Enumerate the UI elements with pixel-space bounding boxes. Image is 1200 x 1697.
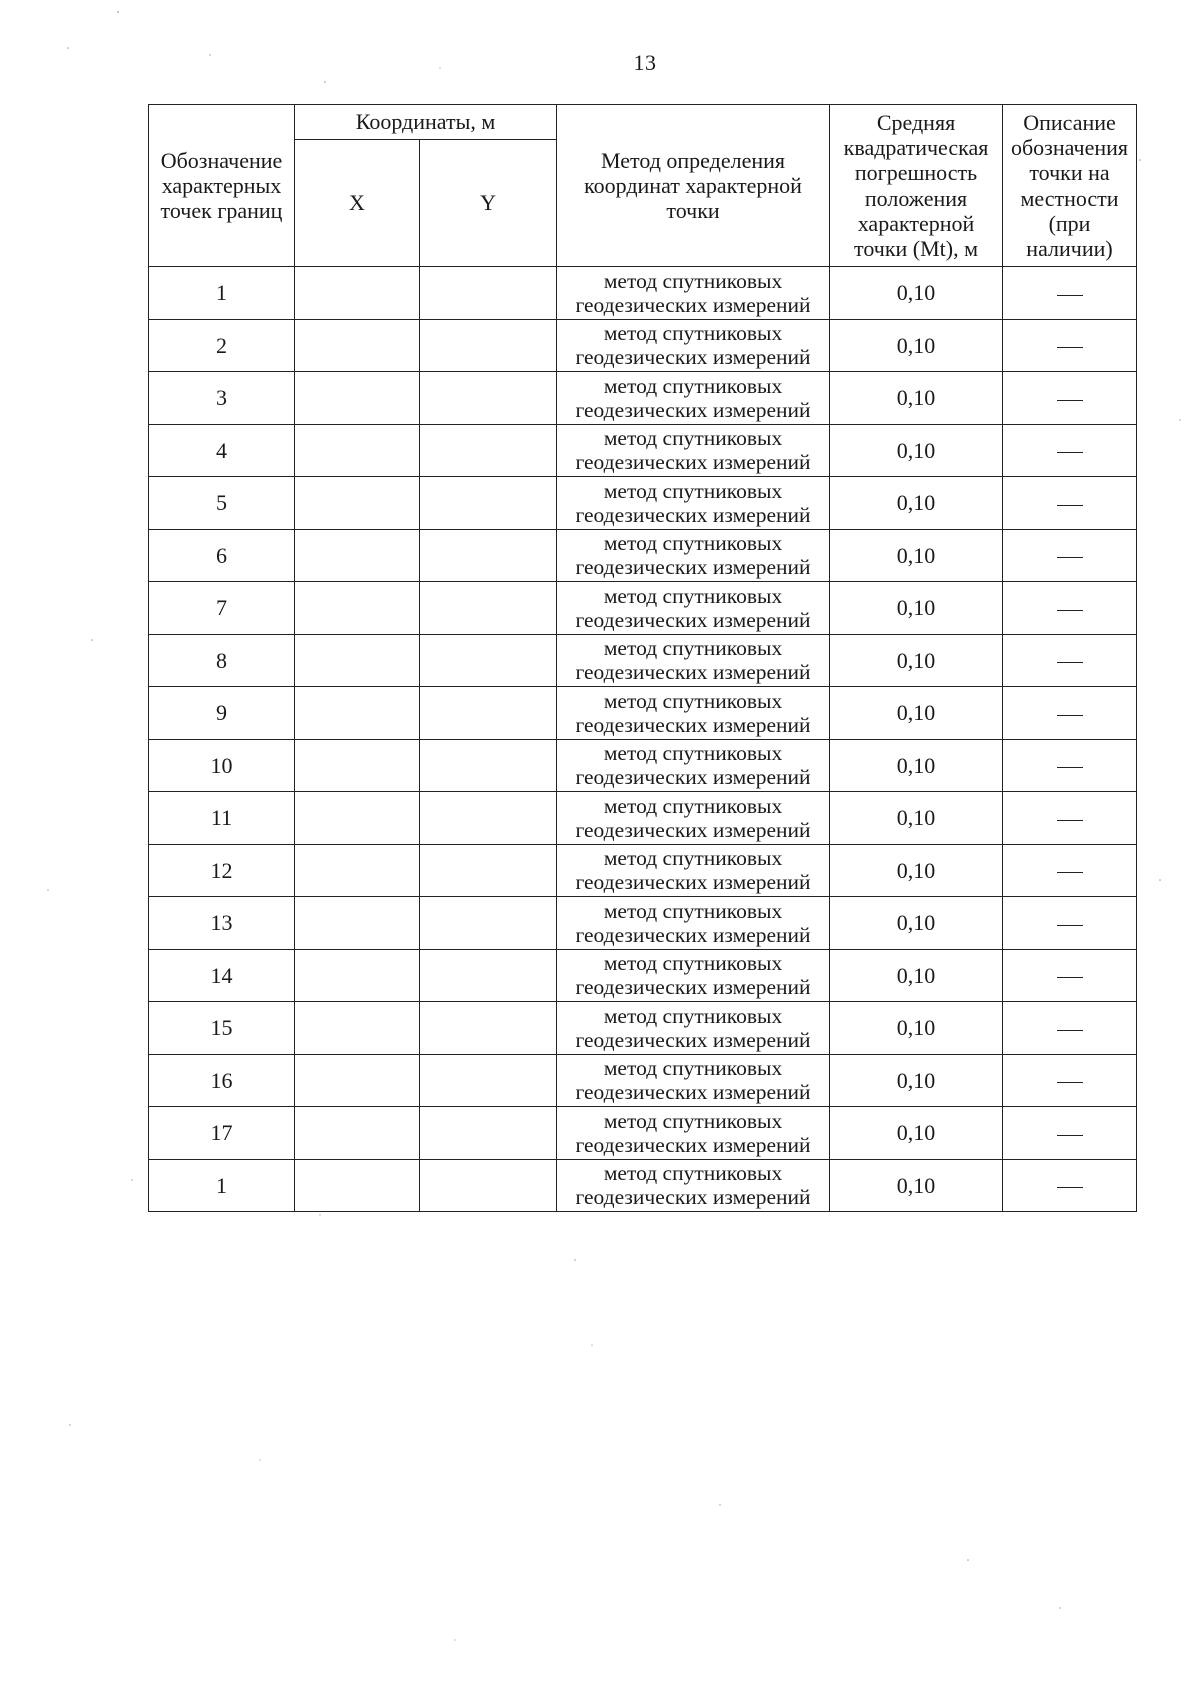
table-row: [149, 424, 1137, 477]
cell-coordinate-x: [295, 792, 420, 845]
dash-mark: [1057, 610, 1083, 611]
table-row: [149, 267, 1137, 320]
cell-coordinate-y: [420, 687, 557, 740]
table-row: [149, 949, 1137, 1002]
cell-mean-square-error: 0,10: [830, 1107, 1003, 1160]
table-row: [149, 1002, 1137, 1055]
dash-mark: [1057, 872, 1083, 873]
cell-point-number: 5: [149, 477, 295, 530]
table-row: [149, 582, 1137, 635]
cell-coordinate-x: [295, 582, 420, 635]
cell-coordinate-x: [295, 1054, 420, 1107]
table-row: [149, 634, 1137, 687]
cell-point-number: 3: [149, 372, 295, 425]
cell-method: метод спутниковых геодезических измерений: [557, 477, 830, 530]
cell-mean-square-error: 0,10: [830, 897, 1003, 950]
cell-point-number: 2: [149, 319, 295, 372]
cell-method: метод спутниковых геодезических измерений: [557, 792, 830, 845]
cell-point-description: [1003, 687, 1137, 740]
cell-point-description: [1003, 739, 1137, 792]
cell-method: метод спутниковых геодезических измерений: [557, 739, 830, 792]
cell-coordinate-y: [420, 792, 557, 845]
cell-coordinate-x: [295, 1002, 420, 1055]
dash-mark: [1057, 452, 1083, 453]
cell-point-number: 17: [149, 1107, 295, 1160]
cell-method: метод спутниковых геодезических измерений: [557, 529, 830, 582]
dash-mark: [1057, 1187, 1083, 1188]
table-row: [149, 1107, 1137, 1160]
table-row: [149, 529, 1137, 582]
cell-coordinate-x: [295, 739, 420, 792]
cell-mean-square-error: 0,10: [830, 477, 1003, 530]
cell-method: метод спутниковых геодезических измерений: [557, 424, 830, 477]
cell-point-description: [1003, 582, 1137, 635]
table-row: [149, 372, 1137, 425]
cell-mean-square-error: 0,10: [830, 372, 1003, 425]
cell-coordinate-y: [420, 1002, 557, 1055]
dash-mark: [1057, 662, 1083, 663]
dash-mark: [1057, 1082, 1083, 1083]
dash-mark: [1057, 505, 1083, 506]
cell-coordinate-x: [295, 687, 420, 740]
cell-coordinate-x: [295, 897, 420, 950]
cell-method: метод спутниковых геодезических измерений: [557, 687, 830, 740]
header-mean-square-error: Средняя квадратическая погрешность положения характерной точки (Mt), м: [830, 105, 1003, 267]
cell-coordinate-y: [420, 739, 557, 792]
cell-coordinate-x: [295, 529, 420, 582]
cell-point-description: [1003, 634, 1137, 687]
cell-point-description: [1003, 1107, 1137, 1160]
dash-mark: [1057, 400, 1083, 401]
dash-mark: [1057, 767, 1083, 768]
cell-coordinate-x: [295, 844, 420, 897]
cell-coordinate-x: [295, 1107, 420, 1160]
cell-point-description: [1003, 319, 1137, 372]
header-x: X: [295, 140, 420, 267]
header-point-designation: Обозначение характерных точек границ: [149, 105, 295, 267]
dash-mark: [1057, 347, 1083, 348]
dash-mark: [1057, 820, 1083, 821]
cell-coordinate-x: [295, 372, 420, 425]
cell-method: метод спутниковых геодезических измерений: [557, 372, 830, 425]
cell-mean-square-error: 0,10: [830, 949, 1003, 1002]
cell-point-description: [1003, 477, 1137, 530]
dash-mark: [1057, 925, 1083, 926]
cell-coordinate-y: [420, 897, 557, 950]
cell-mean-square-error: 0,10: [830, 267, 1003, 320]
cell-point-number: 14: [149, 949, 295, 1002]
cell-mean-square-error: 0,10: [830, 844, 1003, 897]
cell-point-description: [1003, 372, 1137, 425]
cell-method: метод спутниковых геодезических измерений: [557, 1054, 830, 1107]
header-coordinates: Координаты, м: [295, 105, 557, 140]
cell-coordinate-y: [420, 1054, 557, 1107]
cell-point-number: 10: [149, 739, 295, 792]
table-row: [149, 1159, 1137, 1212]
cell-point-number: 8: [149, 634, 295, 687]
cell-point-number: 9: [149, 687, 295, 740]
cell-coordinate-y: [420, 1107, 557, 1160]
cell-coordinate-y: [420, 477, 557, 530]
cell-method: метод спутниковых геодезических измерений: [557, 267, 830, 320]
cell-mean-square-error: 0,10: [830, 634, 1003, 687]
cell-coordinate-y: [420, 844, 557, 897]
cell-point-number: 11: [149, 792, 295, 845]
cell-method: метод спутниковых геодезических измерений: [557, 844, 830, 897]
cell-point-description: [1003, 529, 1137, 582]
cell-coordinate-x: [295, 477, 420, 530]
cell-coordinate-x: [295, 634, 420, 687]
cell-mean-square-error: 0,10: [830, 739, 1003, 792]
cell-coordinate-x: [295, 267, 420, 320]
cell-method: метод спутниковых геодезических измерений: [557, 1159, 830, 1212]
dash-mark: [1057, 977, 1083, 978]
cell-point-description: [1003, 424, 1137, 477]
cell-point-description: [1003, 792, 1137, 845]
cell-point-number: 1: [149, 267, 295, 320]
cell-point-description: [1003, 1159, 1137, 1212]
cell-mean-square-error: 0,10: [830, 582, 1003, 635]
cell-coordinate-x: [295, 319, 420, 372]
table-row: [149, 319, 1137, 372]
boundary-points-table: [148, 104, 1137, 1212]
cell-point-description: [1003, 844, 1137, 897]
cell-coordinate-x: [295, 1159, 420, 1212]
cell-mean-square-error: 0,10: [830, 319, 1003, 372]
table-row: [149, 792, 1137, 845]
cell-method: метод спутниковых геодезических измерений: [557, 949, 830, 1002]
table-row: [149, 1054, 1137, 1107]
table-row: [149, 687, 1137, 740]
cell-method: метод спутниковых геодезических измерений: [557, 582, 830, 635]
dash-mark: [1057, 1030, 1083, 1031]
cell-coordinate-x: [295, 424, 420, 477]
cell-point-number: 16: [149, 1054, 295, 1107]
cell-method: метод спутниковых геодезических измерений: [557, 634, 830, 687]
cell-method: метод спутниковых геодезических измерений: [557, 1107, 830, 1160]
table-row: [149, 739, 1137, 792]
table-row: [149, 844, 1137, 897]
cell-point-description: [1003, 1054, 1137, 1107]
cell-point-number: 4: [149, 424, 295, 477]
cell-point-number: 15: [149, 1002, 295, 1055]
dash-mark: [1057, 295, 1083, 296]
table-row: [149, 897, 1137, 950]
cell-coordinate-y: [420, 634, 557, 687]
cell-mean-square-error: 0,10: [830, 687, 1003, 740]
dash-mark: [1057, 557, 1083, 558]
cell-coordinate-y: [420, 949, 557, 1002]
dash-mark: [1057, 1135, 1083, 1136]
dash-mark: [1057, 715, 1083, 716]
header-point-description: Описание обозначения точки на местности (при наличии): [1003, 105, 1137, 267]
cell-method: метод спутниковых геодезических измерений: [557, 319, 830, 372]
header-method: Метод определения координат характерной точки: [557, 105, 830, 267]
cell-coordinate-y: [420, 1159, 557, 1212]
cell-mean-square-error: 0,10: [830, 792, 1003, 845]
cell-point-description: [1003, 1002, 1137, 1055]
cell-coordinate-y: [420, 267, 557, 320]
cell-coordinate-y: [420, 424, 557, 477]
table-row: [149, 477, 1137, 530]
cell-mean-square-error: 0,10: [830, 529, 1003, 582]
cell-point-number: 12: [149, 844, 295, 897]
cell-coordinate-y: [420, 372, 557, 425]
cell-coordinate-y: [420, 529, 557, 582]
cell-point-description: [1003, 897, 1137, 950]
cell-mean-square-error: 0,10: [830, 1054, 1003, 1107]
cell-point-description: [1003, 949, 1137, 1002]
cell-mean-square-error: 0,10: [830, 424, 1003, 477]
page-number: 13: [633, 50, 657, 75]
cell-mean-square-error: 0,10: [830, 1159, 1003, 1212]
cell-point-description: [1003, 267, 1137, 320]
cell-point-number: 7: [149, 582, 295, 635]
table-body: [149, 267, 1137, 1212]
cell-coordinate-x: [295, 949, 420, 1002]
cell-point-number: 1: [149, 1159, 295, 1212]
cell-mean-square-error: 0,10: [830, 1002, 1003, 1055]
cell-point-number: 6: [149, 529, 295, 582]
cell-coordinate-y: [420, 319, 557, 372]
cell-coordinate-y: [420, 582, 557, 635]
header-y: Y: [420, 140, 557, 267]
cell-point-number: 13: [149, 897, 295, 950]
cell-method: метод спутниковых геодезических измерений: [557, 1002, 830, 1055]
cell-method: метод спутниковых геодезических измерений: [557, 897, 830, 950]
